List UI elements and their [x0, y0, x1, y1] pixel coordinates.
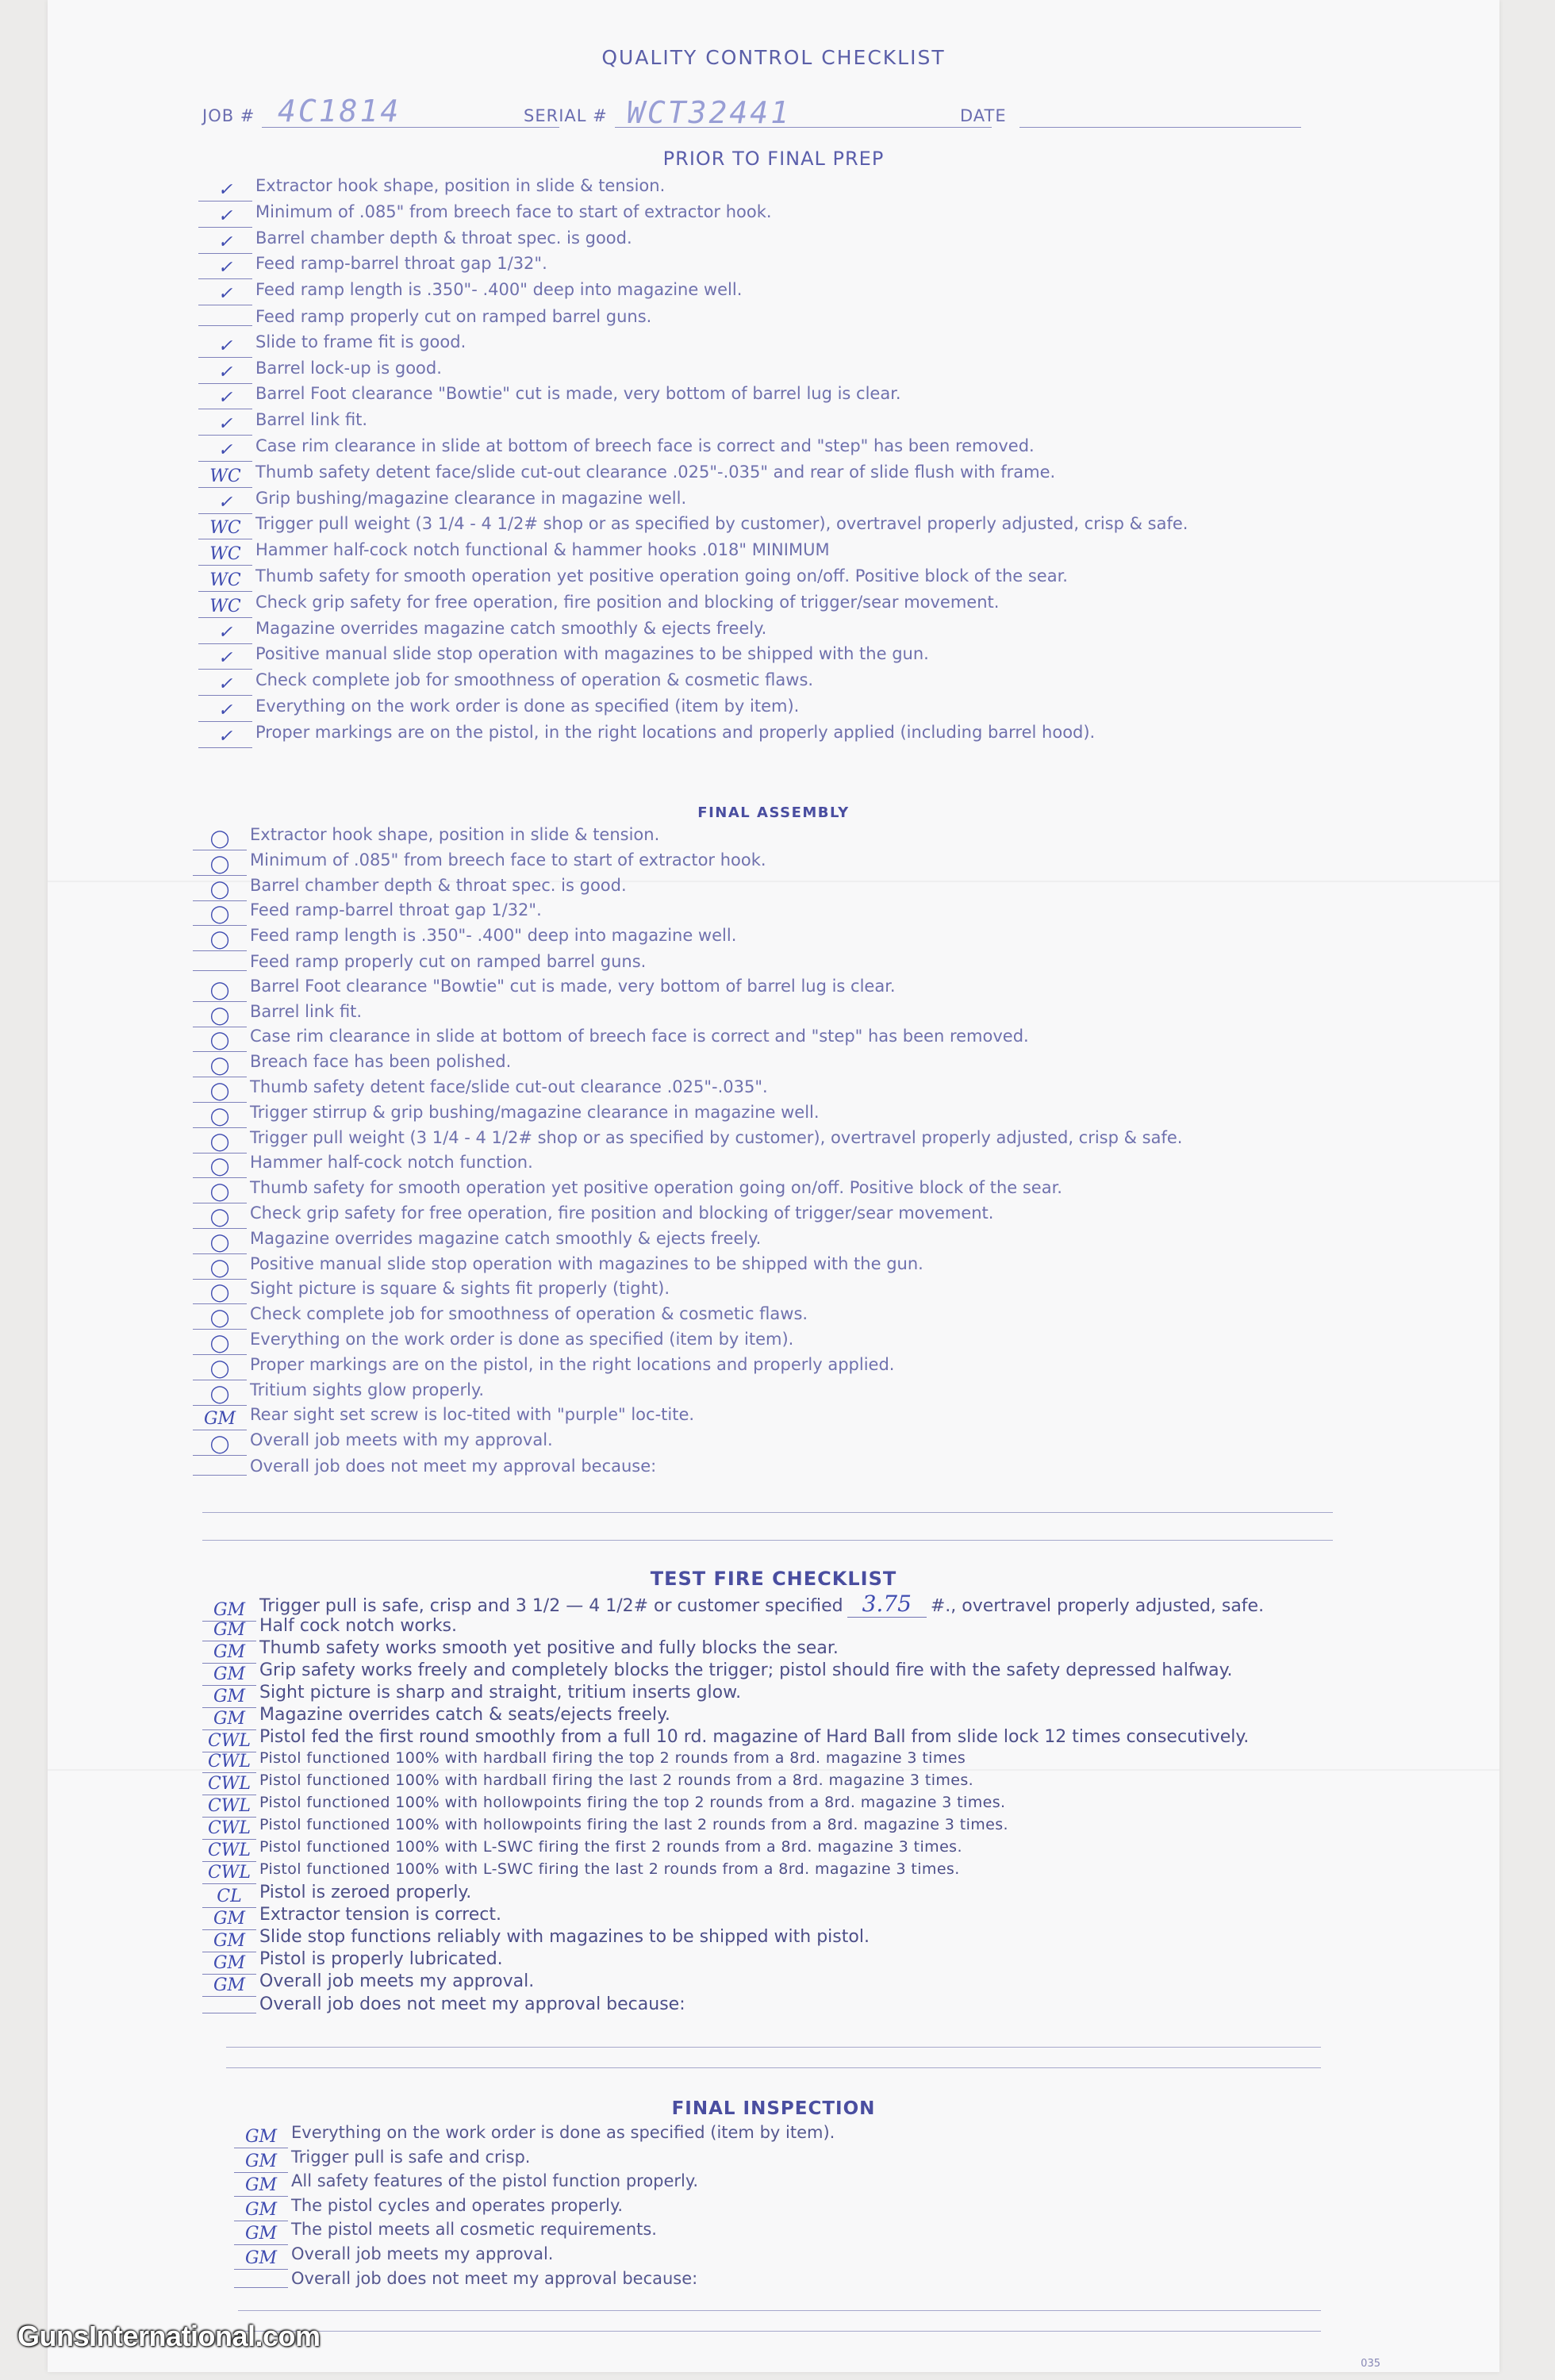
section-title-inspection: FINAL INSPECTION: [671, 2098, 876, 2119]
checklist-item: [193, 1456, 656, 1476]
check-mark: ◯: [193, 831, 247, 850]
trigger-text-suffix: #., overtravel properly adjusted, safe.: [930, 1596, 1265, 1616]
form-title: QUALITY CONTROL CHECKLIST: [601, 46, 946, 69]
reason-line: [238, 2331, 1321, 2332]
checklist-item-text: Rear sight set screw is loc-tited with "purple" loc-tite.: [250, 1405, 695, 1425]
check-mark: GM: [202, 1666, 256, 1686]
check-mark: GM: [234, 2225, 288, 2245]
checklist-item-text: Everything on the work order is done as specified (item by item).: [255, 697, 800, 716]
checklist-item-text: Minimum of .085" from breech face to start of extractor hook.: [255, 202, 772, 221]
header-fields: [48, 95, 1499, 130]
checklist-item: [198, 566, 1068, 592]
check-mark: ✓: [198, 624, 252, 644]
checklist-item: [193, 1128, 1182, 1154]
checklist-item: [193, 1203, 993, 1229]
checklist-item-text: Check complete job for smoothness of operation & cosmetic flaws.: [250, 1304, 808, 1324]
checklist-item-text: Extractor tension is correct.: [259, 1905, 501, 1925]
check-mark: GM: [202, 1933, 256, 1952]
check-mark: ✓: [198, 259, 252, 279]
check-mark: ◯: [193, 1386, 247, 1406]
checklist-item-text: Trigger pull weight (3 1/4 - 4 1/2# shop or as specified by customer), overtravel properly adjusted, crisp & safe.: [255, 514, 1188, 534]
check-mark: [198, 306, 252, 326]
checklist-item: [193, 1027, 1029, 1052]
check-mark: ◯: [193, 881, 247, 901]
check-mark: GM: [202, 1622, 256, 1641]
checklist-item-text: Overall job does not meet my approval because:: [259, 1994, 685, 2014]
reason-line: [226, 2067, 1321, 2068]
checklist-item: [193, 977, 896, 1002]
checklist-item: [198, 306, 651, 326]
section-title-final: FINAL ASSEMBLY: [697, 804, 850, 821]
check-mark: GM: [234, 2153, 288, 2173]
checklist-item-text: Barrel Foot clearance "Bowtie" cut is made, very bottom of barrel lug is clear.: [255, 384, 901, 404]
checklist-item-text: The pistol meets all cosmetic requirements.: [291, 2220, 657, 2239]
checklist-item: [198, 332, 466, 358]
checklist-item-text: Barrel Foot clearance "Bowtie" cut is made, very bottom of barrel lug is clear.: [250, 976, 896, 996]
checklist-item-text: Minimum of .085" from breech face to start of extractor hook.: [250, 850, 766, 869]
check-mark: ◯: [193, 1361, 247, 1380]
checklist-item: [193, 1103, 820, 1128]
checklist-item-text: Overall job does not meet my approval because:: [250, 1457, 657, 1476]
check-mark: GM: [234, 2177, 288, 2197]
check-mark: ◯: [193, 931, 247, 951]
checklist-item-text: Feed ramp properly cut on ramped barrel guns.: [255, 307, 652, 326]
checklist-item: [198, 697, 799, 722]
check-mark: CWL: [202, 1753, 256, 1773]
inspection-checklist: [234, 2123, 1345, 2297]
checklist-item-text: Barrel lock-up is good.: [255, 358, 442, 378]
check-mark: GM: [234, 2202, 288, 2221]
checklist-item: [234, 2171, 698, 2197]
checklist-item: [198, 280, 742, 305]
checklist-item-text: Trigger pull weight (3 1/4 - 4 1/2# shop or as specified by customer), overtravel properly adjusted, crisp & safe.: [250, 1127, 1183, 1147]
checklist-item: [193, 1330, 793, 1355]
checklist-item: [193, 1430, 553, 1456]
checklist-item: [193, 1002, 362, 1027]
checklist-item-text: Pistol is zeroed properly.: [259, 1883, 472, 1902]
checklist-item-text: Check grip safety for free operation, fire position and blocking of trigger/sear movement.: [255, 592, 1000, 612]
checklist-item: [202, 1994, 685, 2014]
checklist-item: [198, 540, 830, 566]
checklist-item: [234, 2220, 657, 2245]
check-mark: ◯: [193, 1058, 247, 1077]
checklist-item: [198, 619, 766, 644]
check-mark: ◯: [193, 1260, 247, 1280]
check-mark: ◯: [193, 856, 247, 876]
checklist-item: [202, 1838, 962, 1862]
reason-line: [238, 2310, 1321, 2311]
check-mark: GM: [202, 1688, 256, 1708]
section-title-test: TEST FIRE CHECKLIST: [650, 1568, 897, 1590]
check-mark: GM: [234, 2129, 288, 2148]
check-mark: WC: [198, 598, 252, 618]
check-mark: GM: [202, 1602, 256, 1622]
check-mark: [193, 951, 247, 971]
check-mark: ◯: [193, 982, 247, 1002]
checklist-item: [198, 436, 1035, 462]
checklist-item: [193, 1229, 761, 1254]
checklist-item: [198, 644, 929, 670]
trigger-text-prefix: Trigger pull is safe, crisp and 3 1/2 — 4 1/2# or customer specified: [259, 1596, 843, 1616]
check-mark: ✓: [198, 234, 252, 254]
serial-label: SERIAL #: [524, 106, 608, 125]
checklist-item: [234, 2196, 623, 2221]
checklist-item: [193, 1405, 694, 1430]
checklist-sheet: [48, 0, 1499, 2372]
checklist-item: [193, 1380, 484, 1406]
checklist-item-text: Half cock notch works.: [259, 1616, 458, 1636]
prior-checklist: [198, 176, 1388, 755]
checklist-item-text: Slide stop functions reliably with magazines to be shipped with pistol.: [259, 1927, 870, 1947]
check-mark: ◯: [193, 1284, 247, 1304]
check-mark: GM: [202, 1710, 256, 1730]
test-checklist: [202, 1616, 1392, 2029]
checklist-item: [234, 2268, 697, 2288]
checklist-item-text: Overall job meets with my approval.: [250, 1430, 553, 1450]
check-mark: CWL: [202, 1775, 256, 1795]
checklist-item-text: Everything on the work order is done as specified (item by item).: [291, 2123, 835, 2142]
check-mark: ✓: [198, 338, 252, 358]
check-mark: ✓: [198, 728, 252, 748]
checklist-item-text: Thumb safety for smooth operation yet positive operation going on/off. Positive block of the sear.: [250, 1178, 1062, 1198]
check-mark: GM: [234, 2250, 288, 2270]
checklist-item-text: Pistol functioned 100% with hollowpoints firing the top 2 rounds from a 8rd. magazine 3 times.: [259, 1794, 1006, 1811]
reason-line: [202, 1512, 1333, 1513]
check-mark: CWL: [202, 1733, 256, 1752]
checklist-item-text: Positive manual slide stop operation with magazines to be shipped with the gun.: [255, 644, 929, 664]
check-mark: GM: [202, 1955, 256, 1975]
check-mark: [193, 1456, 247, 1476]
check-mark: CWL: [202, 1798, 256, 1818]
checklist-item-text: Barrel chamber depth & throat spec. is good.: [255, 228, 632, 248]
checklist-item-text: The pistol cycles and operates properly.: [291, 2195, 624, 2215]
checklist-item-text: Magazine overrides magazine catch smoothly & ejects freely.: [250, 1228, 762, 1248]
check-mark: ◯: [193, 1209, 247, 1229]
checklist-item-text: Check complete job for smoothness of operation & cosmetic flaws.: [255, 670, 814, 690]
check-mark: ◯: [193, 1008, 247, 1027]
checklist-item: [234, 2123, 835, 2148]
checklist-item: [198, 670, 813, 696]
checklist-item: [193, 926, 736, 951]
check-mark: ✓: [198, 494, 252, 514]
check-mark: ✓: [198, 286, 252, 305]
check-mark: ✓: [198, 364, 252, 384]
checklist-item: [198, 202, 772, 228]
check-mark: CWL: [202, 1864, 256, 1884]
checklist-item: [198, 463, 1055, 488]
date-line: [1019, 127, 1301, 128]
checklist-item: [193, 1355, 894, 1380]
check-mark: ✓: [198, 442, 252, 462]
checklist-item-text: Feed ramp length is .350"- .400" deep into magazine well.: [255, 280, 743, 300]
checklist-item-text: Extractor hook shape, position in slide & tension.: [250, 825, 660, 844]
check-mark: WC: [198, 468, 252, 488]
checklist-item: [198, 723, 1095, 748]
checklist-item: [193, 1279, 670, 1304]
checklist-item: [193, 1304, 808, 1330]
checklist-item-text: Barrel link fit.: [250, 1001, 363, 1021]
checklist-item-text: All safety features of the pistol function properly.: [291, 2171, 698, 2190]
checklist-item: [198, 593, 999, 618]
checklist-item: [193, 951, 646, 971]
check-mark: ◯: [193, 906, 247, 926]
checklist-item: [202, 1749, 966, 1773]
checklist-item: [202, 1794, 1005, 1818]
check-mark: CWL: [202, 1842, 256, 1862]
date-label: DATE: [960, 106, 1007, 125]
checklist-item: [193, 900, 542, 926]
checklist-item: [198, 176, 665, 202]
reason-line: [226, 2047, 1321, 2048]
check-mark: ✓: [198, 208, 252, 228]
checklist-item: [234, 2148, 530, 2173]
check-mark: GM: [202, 1910, 256, 1930]
check-mark: ✓: [198, 182, 252, 202]
checklist-item: [202, 1816, 1008, 1840]
check-mark: CL: [202, 1888, 256, 1908]
checklist-item: [198, 228, 632, 254]
check-mark: ◯: [193, 1083, 247, 1103]
check-mark: ✓: [198, 702, 252, 722]
checklist-item-text: Feed ramp-barrel throat gap 1/32".: [250, 900, 542, 920]
job-label: JOB #: [202, 106, 255, 125]
checklist-item: [193, 876, 627, 901]
checklist-item-text: Pistol fed the first round smoothly from a full 10 rd. magazine of Hard Ball from slide lock 12 times consecutively.: [259, 1727, 1250, 1747]
checklist-item: [193, 1254, 923, 1280]
checklist-item-text: Everything on the work order is done as specified (item by item).: [250, 1330, 794, 1349]
check-mark: ✓: [198, 390, 252, 409]
checklist-item-text: Proper markings are on the pistol, in the right locations and properly applied.: [250, 1354, 895, 1374]
check-mark: GM: [202, 1977, 256, 1997]
checklist-item-text: Feed ramp properly cut on ramped barrel guns.: [250, 952, 647, 971]
check-mark: ◯: [193, 1108, 247, 1128]
check-mark: ◯: [193, 1134, 247, 1154]
checklist-item: [193, 1153, 533, 1178]
checklist-item-text: Grip safety works freely and completely blocks the trigger; pistol should fire with the safety depressed halfway.: [259, 1660, 1233, 1680]
check-mark: [202, 1994, 256, 2013]
check-mark: WC: [198, 572, 252, 592]
check-mark: GM: [193, 1411, 247, 1430]
checklist-item-text: Barrel chamber depth & throat spec. is good.: [250, 875, 627, 895]
check-mark: ◯: [193, 1032, 247, 1052]
check-mark: CWL: [202, 1820, 256, 1840]
checklist-item-text: Case rim clearance in slide at bottom of breech face is correct and "step" has been removed.: [250, 1027, 1029, 1046]
checklist-item: [202, 1772, 973, 1795]
checklist-item-text: Pistol functioned 100% with L-SWC firing the first 2 rounds from a 8rd. magazine 3 times.: [259, 1838, 962, 1856]
checklist-item: [202, 1860, 960, 1884]
check-mark: ◯: [193, 1234, 247, 1254]
checklist-item-text: Hammer half-cock notch functional & hammer hooks .018" MINIMUM: [255, 540, 830, 560]
checklist-item: [198, 489, 686, 514]
serial-value: WCT32441: [627, 95, 792, 130]
trigger-value: 3.75: [847, 1591, 927, 1618]
checklist-item-text: Hammer half-cock notch function.: [250, 1153, 533, 1173]
checklist-item-text: Grip bushing/magazine clearance in magazine well.: [255, 488, 687, 508]
checklist-item-text: Breach face has been polished.: [250, 1052, 512, 1072]
checklist-item-text: Thumb safety works smooth yet positive and fully blocks the sear.: [259, 1638, 839, 1658]
checklist-item-text: Overall job does not meet my approval because:: [291, 2269, 698, 2288]
checklist-item-text: Trigger pull is safe and crisp.: [291, 2147, 531, 2167]
checklist-item-text: Extractor hook shape, position in slide & tension.: [255, 176, 666, 195]
checklist-item-text: Magazine overrides magazine catch smoothly & ejects freely.: [255, 618, 767, 638]
checklist-item: [198, 359, 442, 384]
checklist-item: [193, 850, 766, 876]
job-value: 4C1814: [278, 94, 401, 129]
checklist-item-text: Thumb safety for smooth operation yet positive operation going on/off. Positive block of the sear.: [255, 566, 1068, 585]
checklist-item-text: Overall job meets my approval.: [259, 1971, 535, 1991]
checklist-item-text: Pistol functioned 100% with hollowpoints firing the last 2 rounds from a 8rd. magazine 3 times.: [259, 1816, 1008, 1833]
checklist-item: [198, 254, 547, 279]
checklist-item: [193, 1052, 511, 1077]
checklist-item-text: Sight picture is sharp and straight, tritium inserts glow.: [259, 1683, 742, 1702]
checklist-item-text: Magazine overrides catch & seats/ejects freely.: [259, 1705, 670, 1725]
checklist-item: [198, 384, 901, 409]
checklist-item-text: Positive manual slide stop operation with magazines to be shipped with the gun.: [250, 1253, 923, 1273]
checklist-item-text: Tritium sights glow properly.: [250, 1380, 485, 1399]
checklist-item: [198, 514, 1188, 539]
check-mark: ◯: [193, 1436, 247, 1456]
check-mark: GM: [202, 1644, 256, 1664]
checklist-item-text: Thumb safety detent face/slide cut-out clearance .025"-.035".: [250, 1077, 768, 1096]
checklist-item-text: Pistol functioned 100% with L-SWC firing the last 2 rounds from a 8rd. magazine 3 times.: [259, 1860, 960, 1878]
checklist-item-text: Overall job meets my approval.: [291, 2244, 554, 2263]
check-mark: ◯: [193, 1335, 247, 1355]
checklist-item: [193, 1077, 768, 1103]
reason-line: [202, 1540, 1333, 1541]
check-mark: ✓: [198, 650, 252, 670]
checklist-item: [193, 825, 659, 850]
check-mark: WC: [198, 520, 252, 539]
page-number: 035: [1361, 2358, 1380, 2370]
final-checklist: [193, 825, 1383, 1491]
checklist-item: [234, 2244, 553, 2270]
checklist-item-text: Barrel link fit.: [255, 410, 368, 430]
checklist-item: [198, 410, 367, 436]
checklist-item-text: Feed ramp length is .350"- .400" deep into magazine well.: [250, 926, 737, 946]
check-mark: WC: [198, 546, 252, 566]
watermark-logo: GunsInternational.com: [17, 2320, 321, 2352]
checklist-item-text: Feed ramp-barrel throat gap 1/32".: [255, 254, 547, 274]
check-mark: ✓: [198, 676, 252, 696]
checklist-item-text: Thumb safety detent face/slide cut-out clearance .025"-.035" and rear of slide flush with frame.: [255, 462, 1056, 482]
checklist-item-text: Check grip safety for free operation, fire position and blocking of trigger/sear movement.: [250, 1203, 994, 1223]
checklist-item-text: Proper markings are on the pistol, in the right locations and properly applied (including barrel hood).: [255, 722, 1096, 742]
checklist-item-text: Pistol functioned 100% with hardball firing the last 2 rounds from a 8rd. magazine 3 times.: [259, 1772, 974, 1789]
check-mark: ◯: [193, 1184, 247, 1203]
checklist-item-text: Slide to frame fit is good.: [255, 332, 466, 351]
checklist-item-text: Case rim clearance in slide at bottom of breech face is correct and "step" has been removed.: [255, 436, 1035, 455]
check-mark: ◯: [193, 1310, 247, 1330]
checklist-item-text: Pistol functioned 100% with hardball firing the top 2 rounds from a 8rd. magazine 3 times: [259, 1749, 966, 1767]
checklist-item-text: Trigger stirrup & grip bushing/magazine clearance in magazine well.: [250, 1102, 820, 1122]
section-title-prior: PRIOR TO FINAL PREP: [662, 148, 885, 170]
checklist-item: [193, 1178, 1062, 1203]
check-mark: [234, 2268, 288, 2288]
check-mark: ✓: [198, 416, 252, 436]
checklist-item-text: Pistol is properly lubricated.: [259, 1949, 503, 1969]
checklist-item-text: Sight picture is square & sights fit properly (tight).: [250, 1279, 670, 1299]
check-mark: ◯: [193, 1158, 247, 1178]
